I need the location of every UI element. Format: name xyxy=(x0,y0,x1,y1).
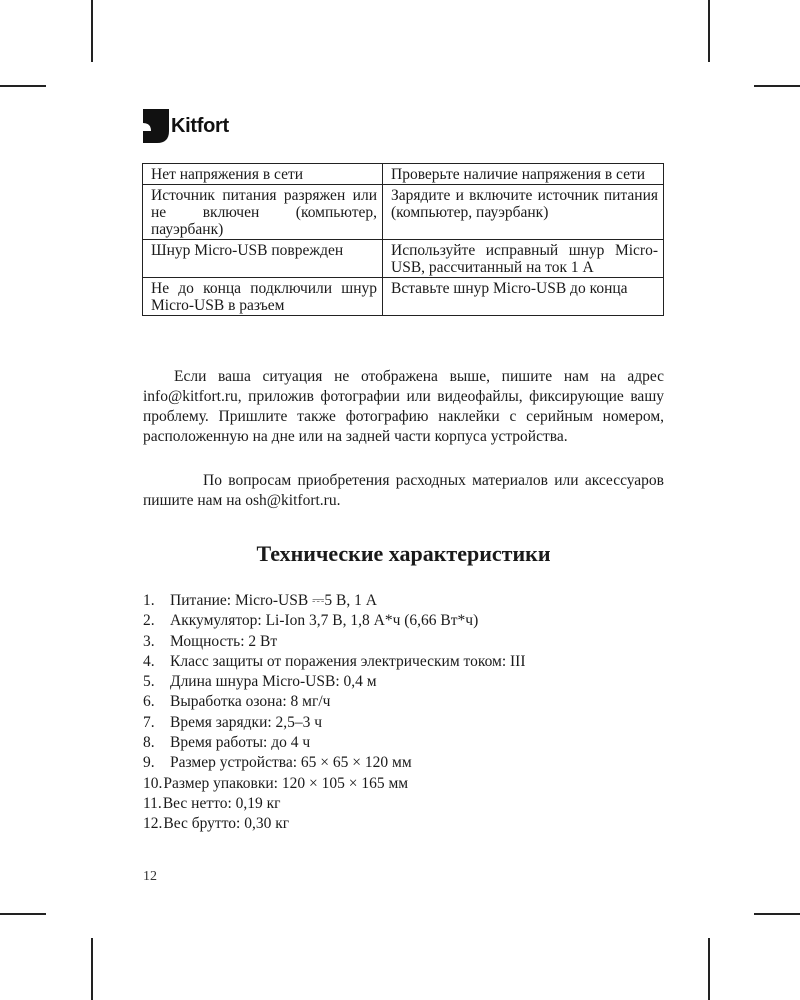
problem-cell: Нет напряжения в сети xyxy=(143,164,383,185)
list-item: 10. Размер упаковки: 120 × 105 × 165 мм xyxy=(143,774,409,792)
brand-name: Kitfort xyxy=(171,114,229,137)
crop-mark-right-bottom xyxy=(754,913,800,915)
crop-mark-top-left xyxy=(91,0,93,62)
contact-note: Если ваша ситуация не отображена выше, пишите нам на адрес info@kitfort.ru, приложив фотографии или видеофайлы, фиксирующие вашу проблему. Пришлите также фотографию наклейки с серийным номером, расположенную на дне или на задней части корпуса устройства. xyxy=(143,368,664,445)
table-row xyxy=(143,240,664,278)
kitfort-logo-icon xyxy=(143,109,169,143)
solution-cell: Вставьте шнур Micro-USB до конца xyxy=(383,278,664,316)
table-row xyxy=(143,278,664,316)
solution-cell: Используйте исправный шнур Micro-USB, рассчитанный на ток 1 А xyxy=(383,240,664,278)
problem-cell: Источник питания разряжен или не включен (компьютер, пауэрбанк) xyxy=(143,185,383,240)
list-item: 12. Вес брутто: 0,30 кг xyxy=(143,815,290,833)
crop-mark-top-right xyxy=(708,0,710,62)
troubleshooting-table xyxy=(142,163,664,316)
list-item: 3. Мощность: 2 Вт xyxy=(143,632,278,650)
crop-mark-bottom-right xyxy=(708,938,710,1000)
list-item: 11. Вес нетто: 0,19 кг xyxy=(143,794,281,812)
crop-mark-right-top xyxy=(754,85,800,87)
list-item: 4. Класс защиты от поражения электрическим током: III xyxy=(143,652,526,670)
solution-cell: Зарядите и включите источник питания (компьютер, пауэрбанк) xyxy=(383,185,664,240)
list-item: 7. Время зарядки: 2,5–3 ч xyxy=(143,713,323,731)
table-row xyxy=(143,164,664,185)
table-row xyxy=(143,185,664,240)
specs-title: Технические характеристики xyxy=(256,541,551,566)
crop-mark-left-bottom xyxy=(0,913,46,915)
list-item: 5. Длина шнура Micro-USB: 0,4 м xyxy=(143,673,377,691)
page-number: 12 xyxy=(143,869,157,884)
specs-list xyxy=(143,591,526,835)
problem-cell: Шнур Micro-USB поврежден xyxy=(143,240,383,278)
crop-mark-bottom-left xyxy=(91,938,93,1000)
brand-logo xyxy=(143,109,229,143)
solution-cell: Проверьте наличие напряжения в сети xyxy=(383,164,664,185)
crop-mark-left-top xyxy=(0,85,46,87)
list-item: 9. Размер устройства: 65 × 65 × 120 мм xyxy=(143,754,412,772)
list-item: 6. Выработка озона: 8 мг/ч xyxy=(143,693,331,711)
problem-cell: Не до конца подключили шнур Micro-USB в разъем xyxy=(143,278,383,316)
list-item: 8. Время работы: до 4 ч xyxy=(143,734,311,752)
list-item: 1. Питание: Micro-USB ⎓5 В, 1 А xyxy=(143,592,377,609)
list-item: 2. Аккумулятор: Li-Ion 3,7 В, 1,8 А*ч (6,66 Вт*ч) xyxy=(143,612,479,630)
accessories-note: По вопросам приобретения расходных материалов или аксессуаров пишите нам на osh@kitfort.ru. xyxy=(143,472,664,509)
